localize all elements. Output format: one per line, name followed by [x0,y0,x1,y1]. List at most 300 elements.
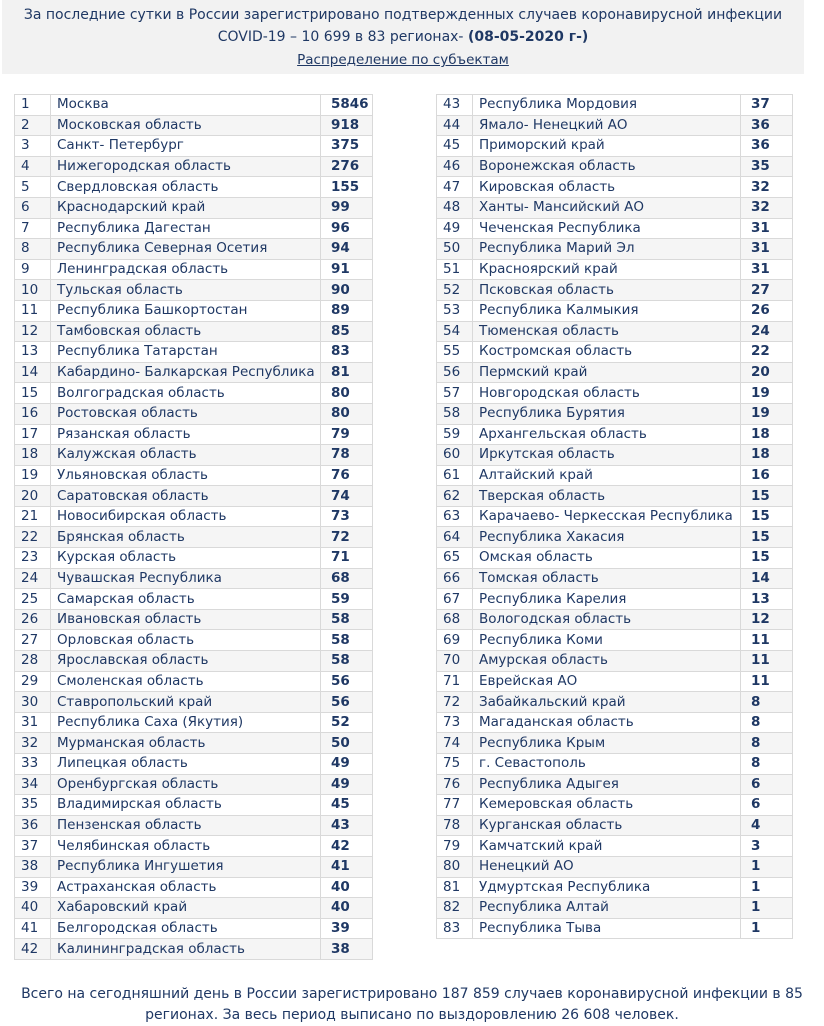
region-name: Хабаровский край [51,898,321,919]
case-count: 83 [321,342,373,363]
region-name: Псковская область [473,280,741,301]
case-count: 20 [741,362,793,383]
region-name: Астраханская область [51,877,321,898]
table-row [15,774,373,795]
region-name: Чувашская Республика [51,568,321,589]
case-count: 76 [321,465,373,486]
region-name: Белгородская область [51,918,321,939]
table-row [15,795,373,816]
table-row [15,321,373,342]
table-row [437,609,793,630]
region-number: 75 [437,754,473,775]
region-number: 58 [437,403,473,424]
table-row [15,733,373,754]
region-number: 66 [437,568,473,589]
case-count: 24 [741,321,793,342]
region-number: 54 [437,321,473,342]
table-row [437,568,793,589]
region-number: 30 [15,692,51,713]
case-count: 90 [321,280,373,301]
region-number: 22 [15,527,51,548]
region-number: 13 [15,342,51,363]
region-number: 21 [15,506,51,527]
header-date: (08-05-2020 г-) [467,29,589,45]
table-row [437,321,793,342]
case-count: 375 [321,136,373,157]
case-count: 11 [741,671,793,692]
region-name: Рязанская область [51,424,321,445]
region-name: Республика Тыва [473,918,741,939]
table-row [15,259,373,280]
region-number: 36 [15,815,51,836]
table-row [15,671,373,692]
case-count: 19 [741,403,793,424]
case-count: 32 [741,177,793,198]
region-name: Республика Бурятия [473,403,741,424]
table-row [15,424,373,445]
region-name: Тульская область [51,280,321,301]
region-number: 77 [437,795,473,816]
case-count: 1 [741,918,793,939]
region-name: Республика Мордовия [473,95,741,116]
case-count: 42 [321,836,373,857]
header [2,0,804,74]
case-count: 58 [321,651,373,672]
region-name: Московская область [51,115,321,136]
region-number: 29 [15,671,51,692]
region-number: 38 [15,856,51,877]
case-count: 15 [741,506,793,527]
table-row [437,712,793,733]
region-number: 62 [437,486,473,507]
case-count: 32 [741,197,793,218]
table-row [437,692,793,713]
region-number: 80 [437,856,473,877]
table-row [437,177,793,198]
region-name: Владимирская область [51,795,321,816]
region-name: Курганская область [473,815,741,836]
region-number: 60 [437,445,473,466]
region-number: 57 [437,383,473,404]
case-count: 3 [741,836,793,857]
case-count: 36 [741,136,793,157]
case-count: 96 [321,218,373,239]
region-name: Москва [51,95,321,116]
region-number: 48 [437,197,473,218]
region-name: Республика Коми [473,630,741,651]
table-row [437,815,793,836]
table-row [15,568,373,589]
region-number: 14 [15,362,51,383]
region-number: 41 [15,918,51,939]
header-line-2 [2,26,804,48]
header-line-1: За последние сутки в России зарегистрировано подтвержденных случаев коронавирусной инфекции [23,7,783,23]
region-name: Саратовская область [51,486,321,507]
regions-table-left [14,94,373,960]
region-name: Костромская область [473,342,741,363]
table-row [437,877,793,898]
table-row [15,486,373,507]
case-count: 11 [741,630,793,651]
region-number: 35 [15,795,51,816]
case-count: 31 [741,259,793,280]
table-row [437,300,793,321]
case-count: 31 [741,218,793,239]
region-name: Вологодская область [473,609,741,630]
case-count: 6 [741,774,793,795]
table-row [437,486,793,507]
case-count: 4 [741,815,793,836]
page-subtitle: Распределение по субъектам [297,52,509,68]
region-name: Воронежская область [473,156,741,177]
region-number: 78 [437,815,473,836]
table-row [437,465,793,486]
region-number: 52 [437,280,473,301]
table-row [437,506,793,527]
table-row [15,877,373,898]
region-name: Карачаево- Черкесская Республика [473,506,741,527]
table-row [15,918,373,939]
region-name: г. Севастополь [473,754,741,775]
region-name: Амурская область [473,651,741,672]
region-name: Челябинская область [51,836,321,857]
case-count: 8 [741,754,793,775]
region-name: Калининградская область [51,939,321,960]
region-number: 65 [437,548,473,569]
case-count: 27 [741,280,793,301]
case-count: 85 [321,321,373,342]
case-count: 89 [321,300,373,321]
region-number: 17 [15,424,51,445]
table-row [15,218,373,239]
region-number: 18 [15,445,51,466]
region-name: Республика Башкортостан [51,300,321,321]
region-name: Ставропольский край [51,692,321,713]
case-count: 59 [321,589,373,610]
region-number: 2 [15,115,51,136]
table-row [437,754,793,775]
table-row [437,548,793,569]
region-number: 70 [437,651,473,672]
region-number: 79 [437,836,473,857]
case-count: 49 [321,754,373,775]
region-number: 40 [15,898,51,919]
table-row [15,609,373,630]
case-count: 71 [321,548,373,569]
case-count: 52 [321,712,373,733]
region-number: 37 [15,836,51,857]
region-name: Чеченская Республика [473,218,741,239]
region-name: Краснодарский край [51,197,321,218]
table-row [15,280,373,301]
region-number: 33 [15,754,51,775]
case-count: 6 [741,795,793,816]
region-number: 68 [437,609,473,630]
case-count: 91 [321,259,373,280]
table-row [15,712,373,733]
region-name: Волгоградская область [51,383,321,404]
case-count: 15 [741,486,793,507]
region-number: 76 [437,774,473,795]
region-name: Новгородская область [473,383,741,404]
case-count: 68 [321,568,373,589]
region-name: Тамбовская область [51,321,321,342]
case-count: 99 [321,197,373,218]
table-row [15,630,373,651]
region-name: Красноярский край [473,259,741,280]
table-row [437,630,793,651]
region-name: Республика Северная Осетия [51,239,321,260]
region-name: Ульяновская область [51,465,321,486]
region-number: 69 [437,630,473,651]
table-row [15,95,373,116]
region-name: Еврейская АО [473,671,741,692]
region-name: Ханты- Мансийский АО [473,197,741,218]
table-row [15,177,373,198]
region-number: 7 [15,218,51,239]
table-row [437,527,793,548]
table-row [15,856,373,877]
region-number: 16 [15,403,51,424]
case-count: 74 [321,486,373,507]
case-count: 22 [741,342,793,363]
region-name: Омская область [473,548,741,569]
region-number: 55 [437,342,473,363]
table-row [15,445,373,466]
case-count: 41 [321,856,373,877]
case-count: 8 [741,712,793,733]
region-name: Республика Крым [473,733,741,754]
region-number: 71 [437,671,473,692]
region-name: Липецкая область [51,754,321,775]
table-row [437,383,793,404]
region-name: Удмуртская Республика [473,877,741,898]
case-count: 8 [741,733,793,754]
case-count: 79 [321,424,373,445]
region-name: Алтайский край [473,465,741,486]
region-number: 72 [437,692,473,713]
case-count: 56 [321,692,373,713]
table-row [437,651,793,672]
region-number: 63 [437,506,473,527]
case-count: 1 [741,856,793,877]
region-number: 50 [437,239,473,260]
case-count: 31 [741,239,793,260]
region-number: 34 [15,774,51,795]
case-count: 15 [741,548,793,569]
table-row [15,342,373,363]
region-name: Кемеровская область [473,795,741,816]
region-number: 3 [15,136,51,157]
region-name: Республика Татарстан [51,342,321,363]
region-number: 53 [437,300,473,321]
table-row [437,445,793,466]
region-number: 74 [437,733,473,754]
region-name: Брянская область [51,527,321,548]
table-row [15,403,373,424]
region-number: 12 [15,321,51,342]
region-name: Санкт- Петербург [51,136,321,157]
region-name: Кировская область [473,177,741,198]
region-number: 27 [15,630,51,651]
case-count: 276 [321,156,373,177]
region-number: 5 [15,177,51,198]
case-count: 80 [321,403,373,424]
case-count: 19 [741,383,793,404]
table-row [15,197,373,218]
footer-line-1: Всего на сегодняшний день в России зарегистрировано 187 859 случаев коронавирусной инфекции в 85 [21,986,803,1002]
table-row [437,671,793,692]
region-name: Тюменская область [473,321,741,342]
region-number: 44 [437,115,473,136]
region-name: Республика Саха (Якутия) [51,712,321,733]
region-number: 32 [15,733,51,754]
region-number: 43 [437,95,473,116]
case-count: 37 [741,95,793,116]
table-row [437,424,793,445]
table-row [15,589,373,610]
case-count: 155 [321,177,373,198]
region-number: 42 [15,939,51,960]
case-count: 5846 [321,95,373,116]
table-row [15,939,373,960]
region-number: 19 [15,465,51,486]
table-row [437,795,793,816]
case-count: 18 [741,424,793,445]
region-number: 15 [15,383,51,404]
case-count: 14 [741,568,793,589]
case-count: 73 [321,506,373,527]
region-name: Республика Алтай [473,898,741,919]
case-count: 26 [741,300,793,321]
case-count: 1 [741,877,793,898]
case-count: 50 [321,733,373,754]
region-name: Республика Хакасия [473,527,741,548]
region-number: 9 [15,259,51,280]
region-number: 28 [15,651,51,672]
region-name: Архангельская область [473,424,741,445]
table-row [437,115,793,136]
region-number: 11 [15,300,51,321]
region-name: Иркутская область [473,445,741,466]
table-row [15,300,373,321]
region-name: Томская область [473,568,741,589]
footer-summary [0,984,824,1026]
table-row [437,342,793,363]
table-row [15,383,373,404]
case-count: 78 [321,445,373,466]
region-name: Магаданская область [473,712,741,733]
table-row [437,403,793,424]
case-count: 13 [741,589,793,610]
case-count: 94 [321,239,373,260]
table-row [15,362,373,383]
case-count: 40 [321,877,373,898]
region-number: 8 [15,239,51,260]
region-number: 46 [437,156,473,177]
region-number: 26 [15,609,51,630]
region-number: 59 [437,424,473,445]
region-name: Пермский край [473,362,741,383]
region-name: Республика Марий Эл [473,239,741,260]
table-row [15,836,373,857]
region-number: 81 [437,877,473,898]
region-number: 73 [437,712,473,733]
table-row [437,218,793,239]
region-name: Ленинградская область [51,259,321,280]
table-row [437,136,793,157]
case-count: 72 [321,527,373,548]
region-number: 6 [15,197,51,218]
region-number: 23 [15,548,51,569]
case-count: 11 [741,651,793,672]
region-number: 24 [15,568,51,589]
region-name: Новосибирская область [51,506,321,527]
table-row [15,465,373,486]
region-name: Смоленская область [51,671,321,692]
table-row [437,856,793,877]
table-row [437,362,793,383]
region-name: Республика Карелия [473,589,741,610]
table-row [437,589,793,610]
region-name: Республика Адыгея [473,774,741,795]
regions-table-right [436,94,793,939]
region-name: Ярославская область [51,651,321,672]
table-row [437,774,793,795]
case-count: 81 [321,362,373,383]
region-number: 31 [15,712,51,733]
region-name: Республика Ингушетия [51,856,321,877]
region-name: Нижегородская область [51,156,321,177]
table-row [15,898,373,919]
case-count: 15 [741,527,793,548]
region-name: Ростовская область [51,403,321,424]
region-name: Пензенская область [51,815,321,836]
region-name: Приморский край [473,136,741,157]
region-number: 82 [437,898,473,919]
table-row [437,156,793,177]
case-count: 58 [321,630,373,651]
region-number: 64 [437,527,473,548]
table-row [15,506,373,527]
table-row [15,754,373,775]
table-row [15,136,373,157]
case-count: 18 [741,445,793,466]
table-row [437,259,793,280]
case-count: 39 [321,918,373,939]
case-count: 36 [741,115,793,136]
region-name: Республика Калмыкия [473,300,741,321]
case-count: 49 [321,774,373,795]
region-name: Курская область [51,548,321,569]
case-count: 38 [321,939,373,960]
region-number: 47 [437,177,473,198]
table-row [15,692,373,713]
case-count: 1 [741,898,793,919]
case-count: 45 [321,795,373,816]
table-row [15,156,373,177]
table-row [437,898,793,919]
region-number: 51 [437,259,473,280]
region-name: Камчатский край [473,836,741,857]
table-row [15,239,373,260]
table-row [15,815,373,836]
region-name: Ненецкий АО [473,856,741,877]
region-number: 20 [15,486,51,507]
case-count: 58 [321,609,373,630]
region-name: Республика Дагестан [51,218,321,239]
region-name: Самарская область [51,589,321,610]
